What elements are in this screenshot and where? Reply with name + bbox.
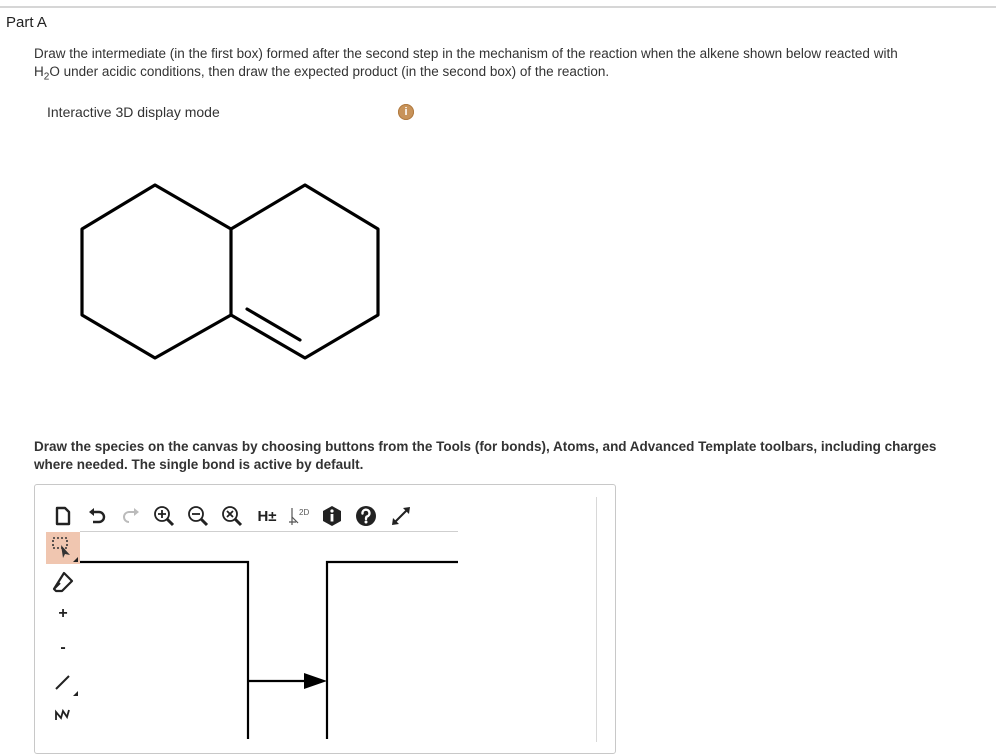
double-bond-line (247, 309, 300, 340)
zoom-reset-icon[interactable] (220, 502, 244, 530)
canvas-instructions: Draw the species on the canvas by choosing buttons from the Tools (for bonds), Atoms, and Advanced Template toolbars, including charges where needed. The single bond is active by default. (34, 439, 937, 472)
fullscreen-icon[interactable] (388, 502, 414, 530)
select-icon[interactable] (46, 532, 80, 564)
minus-charge-icon[interactable]: - (60, 639, 66, 656)
undo-icon[interactable] (86, 502, 108, 530)
drawing-canvas[interactable] (80, 540, 460, 739)
toolbar-divider (80, 531, 458, 532)
alkene-structure (70, 175, 390, 365)
2d-clean-icon[interactable] (288, 502, 312, 530)
intermediate-box (80, 562, 248, 739)
top-divider (0, 6, 996, 8)
question-line-2: $H_2O$ under acidic conditions, then draw the expected product (in the second box) of the reaction. (34, 64, 610, 83)
info-icon[interactable]: i (398, 104, 414, 120)
chain-icon[interactable] (46, 698, 80, 730)
eraser-icon[interactable] (46, 566, 80, 598)
product-box (327, 562, 458, 739)
display-mode-label: Interactive 3D display mode (47, 104, 220, 120)
new-document-icon[interactable] (52, 502, 74, 530)
zoom-in-icon[interactable] (152, 502, 176, 530)
zoom-out-icon[interactable] (186, 502, 210, 530)
part-title: Part A (6, 14, 47, 31)
right-ring (231, 185, 378, 358)
2d-clean-label: 2D (299, 508, 310, 517)
reaction-arrowhead (304, 673, 327, 689)
plus-charge-icon[interactable]: + (58, 605, 68, 622)
redo-icon[interactable] (120, 502, 142, 530)
hydrogens-toggle-icon[interactable]: H± (257, 507, 277, 525)
top-toolbar (48, 502, 468, 530)
single-bond-icon[interactable] (46, 666, 80, 698)
bond-corner-icon (73, 691, 78, 696)
help-icon[interactable] (354, 502, 378, 530)
question-text (34, 45, 984, 87)
info-icon[interactable] (320, 502, 344, 530)
question-line-1: Draw the intermediate (in the first box) formed after the second step in the mechanism of the reaction when the alkene shown below reacted with (34, 46, 898, 61)
editor-divider (596, 497, 597, 742)
left-ring (82, 185, 231, 358)
select-corner-icon (73, 557, 78, 562)
